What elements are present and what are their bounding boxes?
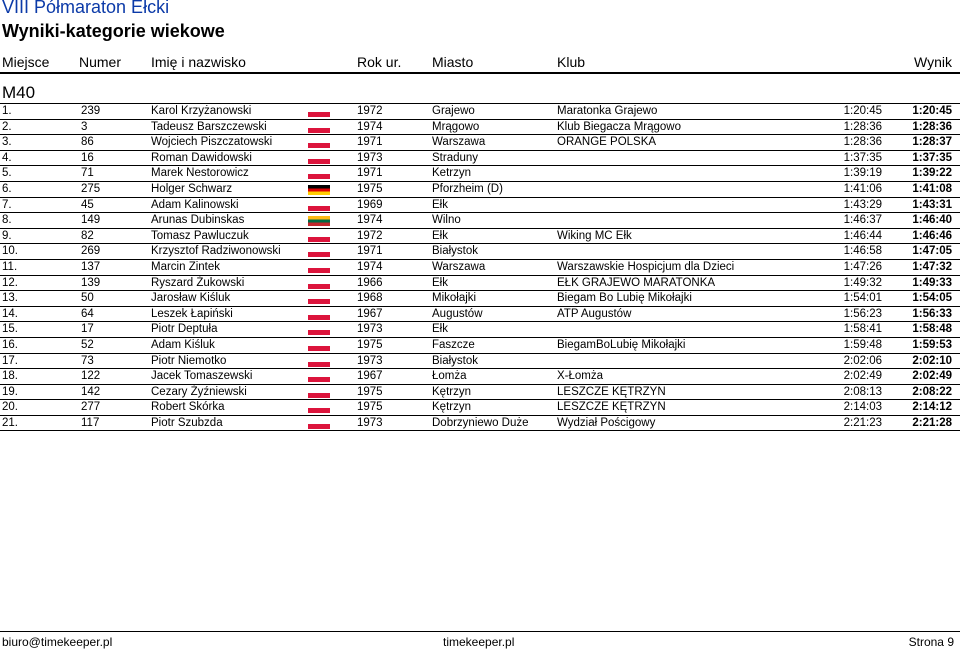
city-cell: Dobrzyniewo Duże: [432, 416, 529, 429]
runner-name-cell: Tadeusz Barszczewski: [151, 120, 267, 133]
birth-year-cell: 1971: [357, 245, 383, 258]
result-cell: 1:54:05: [912, 292, 952, 305]
table-row: [0, 260, 960, 276]
footer-email: biuro@timekeeper.pl: [2, 635, 113, 649]
result-cell: 2:02:10: [912, 354, 952, 367]
net-time-cell: 1:28:36: [843, 136, 882, 149]
flag-pl-icon: [308, 325, 330, 335]
bib-number-cell: 142: [81, 385, 101, 398]
bib-number-cell: 149: [81, 214, 101, 227]
city-cell: Faszcze: [432, 338, 475, 351]
birth-year-cell: 1973: [357, 416, 383, 429]
club-cell: Biegam Bo Lubię Mikołajki: [557, 292, 692, 305]
flag-pl-icon: [308, 232, 330, 242]
flag-pl-icon: [308, 107, 330, 117]
place-cell: 5.: [2, 167, 12, 180]
bib-number-cell: 86: [81, 136, 94, 149]
city-cell: Ketrzyn: [432, 167, 471, 180]
runner-name-cell: Adam Kalinowski: [151, 198, 239, 211]
club-cell: EŁK GRAJEWO MARATONKA: [557, 276, 716, 289]
city-cell: Warszawa: [432, 260, 486, 273]
result-cell: 2:21:28: [912, 416, 952, 429]
flag-pl-icon: [308, 372, 330, 382]
city-cell: Ełk: [432, 323, 448, 336]
place-cell: 7.: [2, 198, 12, 211]
birth-year-cell: 1974: [357, 120, 383, 133]
runner-name-cell: Piotr Niemotko: [151, 354, 227, 367]
bib-number-cell: 45: [81, 198, 94, 211]
runner-name-cell: Piotr Szubzda: [151, 416, 223, 429]
net-time-cell: 1:59:48: [843, 338, 882, 351]
runner-name-cell: Piotr Deptuła: [151, 323, 218, 336]
place-cell: 9.: [2, 229, 12, 242]
runner-name-cell: Holger Schwarz: [151, 182, 233, 195]
bib-number-cell: 239: [81, 105, 101, 117]
bib-number-cell: 64: [81, 307, 94, 320]
table-row: [0, 166, 960, 182]
footer-page-number: Strona 9: [908, 635, 954, 649]
runner-name-cell: Robert Skórka: [151, 401, 225, 414]
bib-number-cell: 3: [81, 120, 88, 133]
birth-year-cell: 1975: [357, 338, 383, 351]
birth-year-cell: 1968: [357, 292, 383, 305]
place-cell: 1.: [2, 105, 12, 117]
result-cell: 2:08:22: [912, 385, 952, 398]
city-cell: Białystok: [432, 245, 479, 258]
club-cell: LESZCZE KĘTRZYN: [557, 401, 666, 414]
place-cell: 15.: [2, 323, 18, 336]
place-cell: 4.: [2, 151, 12, 164]
bib-number-cell: 16: [81, 151, 94, 164]
place-cell: 13.: [2, 292, 18, 305]
city-cell: Warszawa: [432, 136, 486, 149]
table-row: [0, 213, 960, 229]
result-cell: 1:47:05: [912, 245, 952, 258]
table-header: [0, 54, 960, 72]
place-cell: 12.: [2, 276, 18, 289]
birth-year-cell: 1972: [357, 105, 383, 117]
birth-year-cell: 1973: [357, 151, 383, 164]
birth-year-cell: 1971: [357, 167, 383, 180]
flag-pl-icon: [308, 294, 330, 304]
runner-name-cell: Arunas Dubinskas: [151, 214, 245, 227]
result-cell: 1:59:53: [912, 338, 952, 351]
runner-name-cell: Leszek Łapiński: [151, 307, 233, 320]
col-result-header: Wynik: [914, 54, 952, 70]
city-cell: Białystok: [432, 354, 479, 367]
city-cell: Wilno: [432, 214, 461, 227]
birth-year-cell: 1973: [357, 323, 383, 336]
bib-number-cell: 50: [81, 292, 94, 305]
city-cell: Ełk: [432, 276, 448, 289]
net-time-cell: 1:20:45: [843, 105, 882, 117]
city-cell: Kętrzyn: [432, 385, 471, 398]
flag-pl-icon: [308, 138, 330, 148]
birth-year-cell: 1966: [357, 276, 383, 289]
net-time-cell: 1:37:35: [843, 151, 882, 164]
club-cell: Warszawskie Hospicjum dla Dzieci: [557, 260, 735, 273]
city-cell: Łomża: [432, 370, 467, 383]
birth-year-cell: 1967: [357, 307, 383, 320]
runner-name-cell: Roman Dawidowski: [151, 151, 252, 164]
net-time-cell: 1:58:41: [843, 323, 882, 336]
table-row: [0, 322, 960, 338]
place-cell: 17.: [2, 354, 18, 367]
club-cell: BiegamBoLubię Mikołajki: [557, 338, 686, 351]
col-club-header: Klub: [557, 54, 586, 70]
net-time-cell: 1:41:06: [843, 182, 882, 195]
result-cell: 1:56:33: [912, 307, 952, 320]
city-cell: Kętrzyn: [432, 401, 471, 414]
place-cell: 20.: [2, 401, 18, 414]
birth-year-cell: 1967: [357, 370, 383, 383]
col-number-header: Numer: [79, 54, 122, 70]
club-cell: ORANGE POLSKA: [557, 136, 657, 149]
club-cell: Wydział Pościgowy: [557, 416, 656, 429]
birth-year-cell: 1974: [357, 260, 383, 273]
runner-name-cell: Wojciech Piszczatowski: [151, 136, 273, 149]
flag-pl-icon: [308, 341, 330, 351]
birth-year-cell: 1975: [357, 401, 383, 414]
flag-pl-icon: [308, 201, 330, 211]
birth-year-cell: 1973: [357, 354, 383, 367]
page-subtitle: Wyniki-kategorie wiekowe: [2, 21, 225, 41]
club-cell: X-Łomża: [557, 370, 604, 383]
table-row: [0, 182, 960, 198]
col-year-header: Rok ur.: [357, 54, 402, 70]
result-cell: 1:47:32: [912, 260, 952, 273]
bib-number-cell: 82: [81, 229, 94, 242]
place-cell: 14.: [2, 307, 18, 320]
result-cell: 1:49:33: [912, 276, 952, 289]
city-cell: Mikołajki: [432, 292, 477, 305]
city-cell: Pforzheim (D): [432, 182, 503, 195]
city-cell: Mrągowo: [432, 120, 480, 133]
place-cell: 10.: [2, 245, 18, 258]
city-cell: Ełk: [432, 198, 448, 211]
footer-site: timekeeper.pl: [443, 635, 515, 649]
result-cell: 1:58:48: [912, 323, 952, 336]
flag-pl-icon: [308, 357, 330, 367]
flag-pl-icon: [308, 310, 330, 320]
club-cell: LESZCZE KĘTRZYN: [557, 385, 666, 398]
net-time-cell: 1:39:19: [843, 167, 882, 180]
bib-number-cell: 17: [81, 323, 94, 336]
club-cell: Maratonka Grajewo: [557, 105, 658, 117]
runner-name-cell: Cezary Żyźniewski: [151, 385, 247, 398]
bib-number-cell: 122: [81, 370, 101, 383]
net-time-cell: 1:54:01: [843, 292, 882, 305]
result-cell: 1:46:40: [912, 214, 952, 227]
header-divider: [0, 72, 960, 74]
birth-year-cell: 1975: [357, 182, 383, 195]
bib-number-cell: 277: [81, 401, 101, 414]
runner-name-cell: Ryszard Żukowski: [151, 276, 245, 289]
runner-name-cell: Jacek Tomaszewski: [151, 370, 253, 383]
place-cell: 11.: [2, 260, 18, 273]
table-row: [0, 104, 960, 120]
table-row: [0, 229, 960, 245]
table-row: [0, 135, 960, 151]
net-time-cell: 1:56:23: [843, 307, 882, 320]
net-time-cell: 1:49:32: [843, 276, 882, 289]
result-cell: 1:28:36: [912, 120, 952, 133]
runner-name-cell: Marcin Zintek: [151, 260, 221, 273]
category-label: M40: [2, 83, 36, 102]
table-row: [0, 276, 960, 292]
net-time-cell: 1:28:36: [843, 120, 882, 133]
table-row: [0, 416, 960, 432]
club-cell: ATP Augustów: [557, 307, 632, 320]
table-row: [0, 338, 960, 354]
birth-year-cell: 1972: [357, 229, 383, 242]
net-time-cell: 2:21:23: [843, 416, 882, 429]
city-cell: Grajewo: [432, 105, 475, 117]
birth-year-cell: 1974: [357, 214, 383, 227]
table-row: [0, 369, 960, 385]
bib-number-cell: 139: [81, 276, 101, 289]
place-cell: 2.: [2, 120, 12, 133]
birth-year-cell: 1971: [357, 136, 383, 149]
net-time-cell: 1:46:44: [843, 229, 882, 242]
flag-pl-icon: [308, 263, 330, 273]
club-cell: Klub Biegacza Mrągowo: [557, 120, 682, 133]
result-cell: 1:39:22: [912, 167, 952, 180]
place-cell: 3.: [2, 136, 12, 149]
flag-pl-icon: [308, 279, 330, 289]
net-time-cell: 1:46:37: [843, 214, 882, 227]
net-time-cell: 2:14:03: [843, 401, 882, 414]
net-time-cell: 2:02:06: [843, 354, 882, 367]
place-cell: 18.: [2, 370, 18, 383]
place-cell: 21.: [2, 416, 18, 429]
footer-divider: [0, 631, 960, 632]
result-cell: 1:37:35: [912, 151, 952, 164]
table-row: [0, 291, 960, 307]
city-cell: Augustów: [432, 307, 483, 320]
bib-number-cell: 117: [81, 416, 100, 429]
table-row: [0, 198, 960, 214]
bib-number-cell: 269: [81, 245, 101, 258]
table-row: [0, 244, 960, 260]
flag-de-icon: [308, 185, 330, 195]
runner-name-cell: Jarosław Kiśluk: [151, 292, 231, 305]
table-row: [0, 354, 960, 370]
birth-year-cell: 1969: [357, 198, 383, 211]
flag-pl-icon: [308, 247, 330, 257]
table-row: [0, 151, 960, 167]
col-place-header: Miejsce: [2, 54, 50, 70]
net-time-cell: 2:02:49: [843, 370, 882, 383]
bib-number-cell: 275: [81, 182, 101, 195]
runner-name-cell: Tomasz Pawluczuk: [151, 229, 249, 242]
result-cell: 1:43:31: [912, 198, 952, 211]
city-cell: Ełk: [432, 229, 448, 242]
birth-year-cell: 1975: [357, 385, 383, 398]
results-table: [0, 104, 960, 431]
result-cell: 2:02:49: [912, 370, 952, 383]
col-city-header: Miasto: [432, 54, 474, 70]
runner-name-cell: Adam Kiśluk: [151, 338, 215, 351]
result-cell: 1:46:46: [912, 229, 952, 242]
club-cell: Wiking MC Ełk: [557, 229, 632, 242]
result-cell: 2:14:12: [912, 401, 952, 414]
net-time-cell: 1:46:58: [843, 245, 882, 258]
result-cell: 1:41:08: [912, 182, 952, 195]
col-name-header: Imię i nazwisko: [151, 54, 246, 70]
bib-number-cell: 73: [81, 354, 94, 367]
place-cell: 16.: [2, 338, 18, 351]
place-cell: 19.: [2, 385, 18, 398]
place-cell: 6.: [2, 182, 12, 195]
event-title: VIII Półmaraton Ełcki: [2, 0, 170, 17]
net-time-cell: 1:47:26: [843, 260, 882, 273]
bib-number-cell: 52: [81, 338, 94, 351]
city-cell: Straduny: [432, 151, 479, 164]
bib-number-cell: 137: [81, 260, 101, 273]
table-row: [0, 120, 960, 136]
table-row: [0, 307, 960, 323]
flag-pl-icon: [308, 388, 330, 398]
table-row: [0, 400, 960, 416]
runner-name-cell: Krzysztof Radziwonowski: [151, 245, 281, 258]
bib-number-cell: 71: [81, 167, 94, 180]
net-time-cell: 1:43:29: [843, 198, 882, 211]
runner-name-cell: Marek Nestorowicz: [151, 167, 249, 180]
result-cell: 1:28:37: [912, 136, 952, 149]
result-cell: 1:20:45: [912, 105, 952, 117]
runner-name-cell: Karol Krzyżanowski: [151, 105, 252, 117]
net-time-cell: 2:08:13: [843, 385, 882, 398]
flag-pl-icon: [308, 123, 330, 133]
flag-pl-icon: [308, 154, 330, 164]
flag-pl-icon: [308, 169, 330, 179]
place-cell: 8.: [2, 214, 12, 227]
table-row: [0, 385, 960, 401]
flag-pl-icon: [308, 403, 330, 413]
flag-pl-icon: [308, 419, 330, 429]
flag-lt-icon: [308, 216, 330, 226]
